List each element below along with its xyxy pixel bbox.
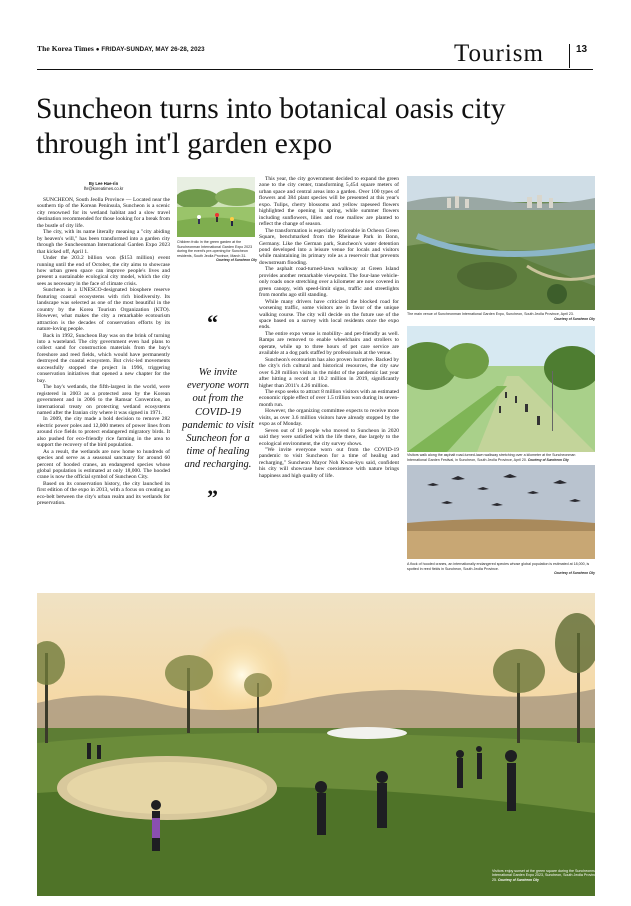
- caption-children: [177, 240, 257, 263]
- paragraph: "We invite everyone worn out from the COVID-19 pandemic to visit Suncheon for a time of healing and recharging," Suncheon Mayor Noh Kwan-kyu said, confident his city will showcase how coexistence with nature brings happiness and high quality of life.: [259, 447, 399, 479]
- caption-text: Visitors walk along the asphalt road-turned-lawn walkway stretching over a kilometer at the Suncheonman International Garden Festival, in Suncheon, South Jeolla Province, April 20.: [407, 453, 576, 462]
- paragraph: SUNCHEON, South Jeolla Province — Located near the southern tip of the Korean Peninsula, Suncheon is a scenic city renowned for its wetland habitat and a slow travel destination recommended for those looking for a break from the bustle of city life.: [37, 197, 170, 229]
- caption-text: The main venue of Suncheonman International Garden Expo, Suncheon, South Jeolla Province, April 23.: [407, 312, 574, 316]
- paragraph: As a result, the wetlands are now home to hundreds of species and serve as a seasonal sanctuary for around 60 percent of hooded cranes, an endangered species whose global population is estimated at only 18,000. The hooded crane is now the official symbol of Suncheon City.: [37, 448, 170, 481]
- children-garden-image: [177, 177, 255, 237]
- paragraph: Suncheon's ecotourism has also proven lucrative. Backed by the city's rich cultural and historical resources, the city saw over 6.28 million visits in the midst of the pandemic last year after hitting a record at 10.2 million in 2019, significantly higher than 2011's 4.26 million.: [259, 356, 399, 389]
- header-bullet: ●: [95, 46, 100, 53]
- page-number: 13: [576, 44, 588, 55]
- article-column-2: [259, 176, 399, 479]
- photo-credit: Courtesy of Suncheon City: [498, 877, 539, 882]
- paragraph: While many drivers have criticized the blocked road for worsening traffic, some visitors are in favor of the unique walking course. The city will decide on the future use of the space based on a survey with local residents once the expo ends.: [259, 298, 399, 331]
- header-rule: [37, 69, 593, 70]
- paragraph: Under the 203.2 billion won ($153 million) event running until the end of October, the city aims to showcase how urban green space can improve people's lives and present a sustainable ecological city model, which the city sees as necessary in the face of climate crisis.: [37, 255, 170, 287]
- photo-sunset-square: [37, 593, 595, 896]
- aerial-venue-image: [407, 176, 595, 310]
- photo-credit: Courtesy of Suncheon City: [554, 571, 595, 575]
- article-column-1: [37, 197, 170, 507]
- paragraph: In 2009, the city made a bold decision to remove 282 electric power poles and 12,000 meters of power lines from around rice fields to protect endangered migratory birds. It also pushed for eco-friendly rice farming in the area to support the recovery of the bird population.: [37, 416, 170, 449]
- paragraph: The asphalt road-turned-lawn walkway at Green Island provides another remarkable viewpoint. The four-lane vehicle-only roads once stretching over a kilometer are now covered in green canopy, with speed-limit signs, traffic and streetlights from months ago still standing.: [259, 266, 399, 299]
- photo-credit: Courtesy of Suncheon City: [554, 316, 595, 321]
- paragraph: The entire expo venue is mobility- and pet-friendly as well. Ramps are removed to enable wheelchairs and strollers to operate, while up to three hours of pet care service are available at a dog park staffed by professionals at the venue.: [259, 330, 399, 357]
- photo-aerial-venue: [407, 176, 595, 310]
- sunset-square-image: [37, 593, 595, 896]
- paragraph: The city, with its name literally meaning a "city abiding by heaven's will," has been transformed into a garden city through the Suncheonman International Garden Expo 2023 that kicked off, April 1.: [37, 229, 170, 255]
- issue-date: FRIDAY-SUNDAY, MAY 26-28, 2023: [101, 46, 205, 53]
- caption-walkway: [407, 453, 595, 462]
- byline: [37, 181, 170, 191]
- paragraph: The bay's wetlands, the fifth-largest in the world, were registered in 2003 as a protected area by the Korean government and in 2006 to the Ramsar Convention, an international treaty on protecting wetland ecosystems named after the Iranian city where it was signed in 1971.: [37, 384, 170, 416]
- section-divider: [569, 44, 570, 68]
- publication-name: The Korea Times: [37, 44, 94, 53]
- paragraph: The expo seeks to attract 8 million visitors with an estimated economic ripple effect of over 1.5 trillion won during its seven-month run.: [259, 388, 399, 408]
- paragraph: The transformation is especially noticeable in Ocheon Green Square, benchmarked from the Rheinaue Park in Bonn, Germany. Like the German park, Suncheon's water detention pond developed into a leisure venue for locals and visitors while maintaining its primary role as a reservoir that prevents downstream flooding.: [259, 227, 399, 266]
- paragraph: Based on its conservation history, the city launched its first edition of the expo in 2013, with a focus on creating an eco-belt between the city's urban realm and its wetlands for preservation.: [37, 480, 170, 507]
- caption-aerial: [407, 312, 595, 321]
- caption-sunset: [492, 869, 612, 882]
- caption-text: Children frolic in the green garden at the Suncheonman International Garden Expo 2023 during the event's pre-opening for Suncheon residents, South Jeolla Province, March 31.: [177, 240, 253, 258]
- paragraph: Seven out of 10 people who moved to Suncheon in 2020 said they were satisfied with the life there, due largely to the ecological environment, the city survey shows.: [259, 427, 399, 447]
- paragraph: However, the organizing committee expects to receive more visits, as over 3.6 million visitors have already stopped by the expo as of Monday.: [259, 408, 399, 428]
- photo-credit: Courtesy of Suncheon City: [216, 258, 257, 262]
- hooded-cranes-image: [407, 465, 595, 559]
- photo-credit: Courtesy of Suncheon City: [527, 457, 569, 462]
- paragraph: This year, the city government decided to expand the green zone to the city center, transforming 5,454 square meters of urban space and central areas into a garden. Over 100 types of flowers and 384 plant species will be presented at this year's expo. Tulips, cherry blossoms and yellow rapeseed flowers highlighted the opening in spring, while summer flowers including sunflowers, lilies and rose mallow are planted to reflect the change of season.: [259, 176, 399, 228]
- photo-children-garden: [177, 177, 255, 237]
- quote-open-mark: “: [207, 310, 218, 335]
- pull-quote: We invite everyone worn out from the COVID-19 pandemic to visit Suncheon for a time of healing and recharging.: [182, 367, 254, 471]
- section-title: Tourism: [454, 40, 544, 67]
- paragraph: Suncheon is a UNESCO-designated biosphere reserve featuring coastal ecosystems with rich biodiversity. Its landscape was selected as one of the most beautiful in the country by the Korea Tourism Organization (KTO). However, what makes the city a remarkable ecotourism attraction is the decades of conservation efforts by its nature-loving people.: [37, 287, 170, 333]
- caption-text: A flock of hooded cranes, an internationally endangered species whose global population is estimated at 18,000, is spotted in reed fields in Suncheon, South Jeolla Province.: [407, 562, 590, 571]
- headline: Suncheon turns into botanical oasis city through int'l garden expo: [36, 93, 506, 160]
- byline-email: lhr@koreatimes.co.kr: [83, 186, 124, 191]
- walkway-image: [407, 326, 595, 452]
- byline-name: By Lee Hae-rin: [88, 181, 119, 186]
- masthead: [37, 44, 205, 53]
- caption-cranes: [407, 562, 595, 576]
- photo-hooded-cranes: [407, 465, 595, 559]
- paragraph: Back in 1992, Suncheon Bay was on the brink of turning into a wasteland. The city government even had plans to collect sand for construction materials from the bay's foreshore and reed fields, which would have permanently destroyed the coastal ecosystem. But civic-led movements successfully stopped the project in 1996, triggering conservation initiatives that opened a new chapter for the bay.: [37, 332, 170, 384]
- caption-text: Visitors enjoy sunset at the green square during the Suncheonman International Garden Expo 2023, Suncheon, South Jeolla Province, April 25.: [492, 869, 607, 882]
- quote-close-mark: ”: [207, 485, 218, 510]
- photo-walkway: [407, 326, 595, 452]
